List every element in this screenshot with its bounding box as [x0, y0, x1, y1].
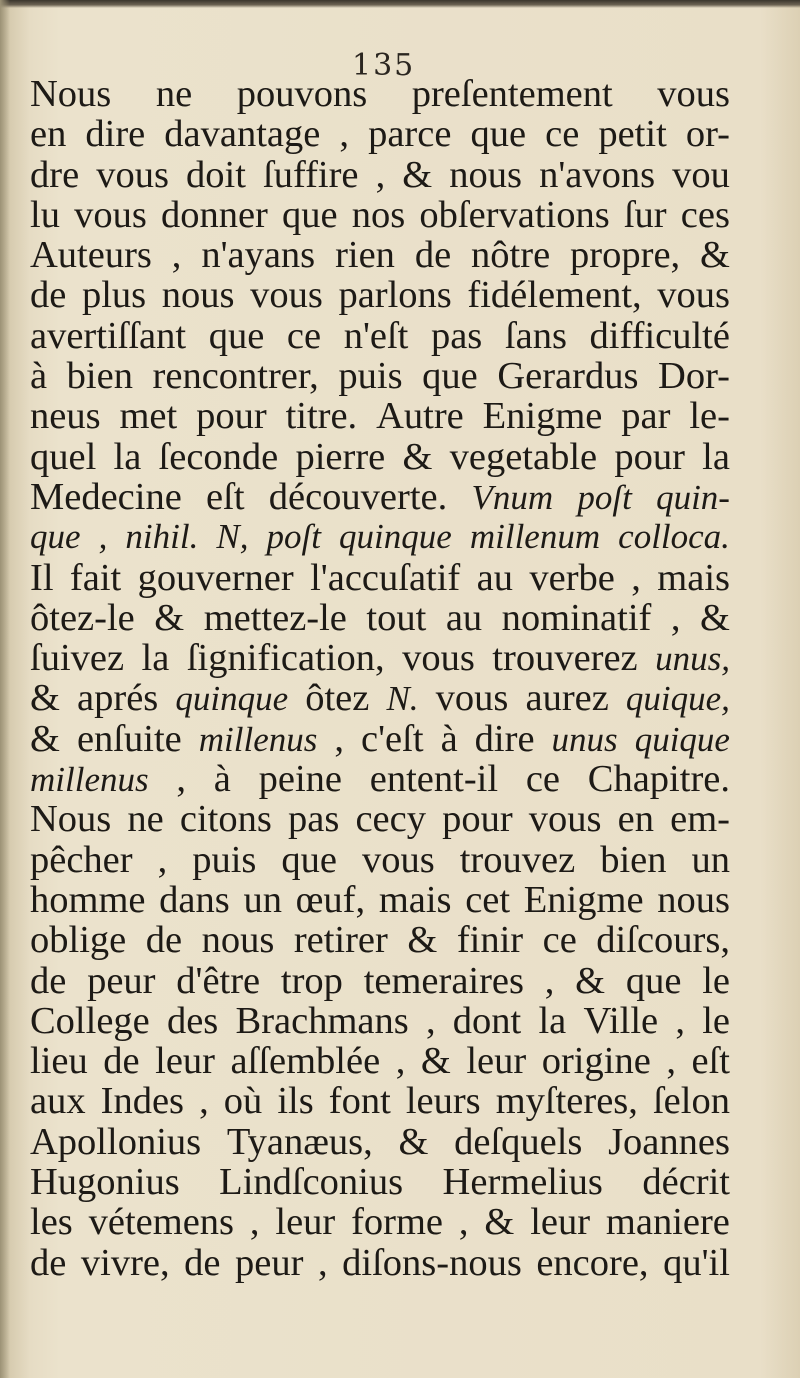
word: titre.: [285, 395, 358, 438]
word: &: [30, 717, 60, 760]
word: quin-: [656, 477, 730, 517]
word: œuf,: [295, 878, 366, 921]
word: ôtez: [305, 677, 370, 720]
word: trop: [280, 959, 343, 1002]
word: N.: [386, 679, 419, 719]
word: vous: [657, 73, 730, 115]
text-line: [30, 356, 730, 396]
word: mettez-le: [203, 596, 347, 639]
word: de: [184, 1241, 221, 1284]
word: maniere: [605, 1201, 730, 1244]
word: de: [103, 1040, 140, 1083]
text-line: [30, 155, 730, 195]
word: ſans: [504, 314, 567, 357]
word: plus: [81, 274, 147, 317]
word: aux: [30, 1080, 86, 1123]
word: que: [625, 959, 682, 1002]
word: encore,: [536, 1241, 649, 1284]
word: le: [702, 999, 730, 1042]
text-line: [30, 880, 730, 920]
word: quel: [30, 435, 97, 478]
text-line: [30, 477, 730, 517]
word: ſelon: [652, 1080, 730, 1123]
text-line: [30, 1041, 730, 1081]
word: ils: [277, 1080, 314, 1123]
word: ,: [631, 556, 641, 599]
word: &: [154, 596, 185, 639]
word: poſt: [266, 517, 321, 557]
word: ſur: [623, 193, 667, 236]
word: leur: [275, 1201, 336, 1244]
text-line: [30, 1122, 730, 1162]
word: &: [402, 153, 433, 196]
word: que: [422, 355, 478, 398]
word: que: [208, 314, 265, 357]
word: ,: [176, 758, 186, 801]
word: ,: [334, 717, 345, 760]
word: preſentement: [411, 73, 613, 115]
word: N,: [216, 517, 249, 557]
word: nôtre: [471, 234, 551, 277]
word: vivre,: [80, 1241, 170, 1284]
word: cet: [465, 878, 511, 921]
word: parce: [368, 113, 452, 156]
word: &: [575, 959, 606, 1002]
word: forme: [351, 1201, 444, 1244]
word: n'eſt: [343, 314, 409, 357]
word: deſquels: [454, 1120, 583, 1163]
word: homme: [30, 878, 146, 921]
word: vous: [250, 274, 323, 317]
word: le-: [689, 395, 730, 438]
word: peur: [87, 959, 156, 1002]
word: ne: [127, 798, 164, 841]
text-line: [30, 1202, 730, 1242]
text-line: [30, 1001, 730, 1041]
word: College: [30, 999, 150, 1042]
word: verbe: [529, 556, 615, 599]
word: de: [30, 959, 67, 1002]
word: millenum: [469, 517, 601, 557]
word: la: [141, 637, 170, 680]
word: puis: [338, 355, 403, 398]
word: ,: [317, 1241, 328, 1284]
word: Lindſconius: [219, 1161, 404, 1204]
word: pour: [614, 435, 685, 478]
word: puis: [192, 838, 257, 881]
word: met: [119, 395, 178, 438]
word: rien: [335, 234, 395, 277]
word: vous: [528, 798, 602, 841]
word: mais: [657, 556, 730, 599]
word: ſeconde: [158, 435, 279, 478]
word: ſuffire: [263, 153, 359, 196]
word: &: [402, 435, 433, 478]
word: millenus: [30, 760, 149, 800]
page-binding-edge: [0, 0, 10, 1378]
text-line: [30, 1081, 730, 1121]
word: décrit: [642, 1161, 730, 1204]
word: dre: [30, 153, 80, 196]
word: de: [30, 1241, 67, 1284]
word: peur: [235, 1241, 304, 1284]
word: de: [145, 919, 183, 962]
word: entent-il: [369, 758, 499, 801]
word: vou: [672, 153, 730, 196]
word: lieu: [30, 1040, 88, 1083]
word: quinque: [339, 517, 452, 557]
word: découverte.: [268, 475, 448, 518]
word: ce: [545, 113, 580, 156]
text-line: [30, 598, 730, 638]
word: d'être: [176, 959, 261, 1002]
word: de: [30, 274, 67, 317]
word: que: [470, 113, 527, 156]
word: la: [538, 999, 567, 1042]
word: &: [30, 677, 60, 720]
word: finir: [456, 919, 524, 962]
text-line: [30, 759, 730, 799]
word: ,: [157, 838, 168, 881]
word: dire: [474, 717, 535, 760]
word: n'avons: [539, 153, 656, 196]
word: trouverez: [492, 637, 638, 680]
word: origine: [541, 1040, 651, 1083]
word: diſcours,: [596, 919, 730, 962]
word: ce: [542, 919, 577, 962]
word: Indes: [100, 1080, 185, 1123]
text-line: [30, 920, 730, 960]
word: ,: [98, 517, 108, 557]
word: quinque: [175, 679, 289, 719]
word: ſignification,: [186, 637, 385, 680]
word: ce: [286, 314, 322, 357]
text-line: [30, 1162, 730, 1202]
word: à: [213, 758, 231, 801]
word: parlons: [338, 274, 452, 317]
word: unus,: [655, 639, 730, 679]
word: Joannes: [608, 1120, 730, 1163]
word: ne: [155, 73, 193, 115]
page-number: 135: [352, 48, 416, 83]
text-line: [30, 678, 730, 718]
word: aurez: [525, 677, 609, 720]
word: Autre: [376, 395, 464, 438]
word: propre,: [570, 234, 681, 277]
word: ,: [395, 1040, 406, 1083]
word: quique,: [625, 679, 730, 719]
word: &: [420, 1040, 451, 1083]
word: &: [700, 234, 730, 277]
word: bien: [600, 838, 667, 881]
word: Apollonius: [30, 1120, 202, 1163]
word: Vnum: [471, 477, 554, 517]
word: n'ayans: [201, 234, 316, 277]
word: pour: [442, 798, 513, 841]
word: retirer: [293, 919, 388, 962]
word: ,: [339, 113, 350, 156]
word: Nous: [30, 73, 112, 115]
word: ces: [680, 193, 730, 236]
text-line: [30, 74, 730, 114]
text-line: [30, 719, 730, 759]
word: nous: [449, 153, 522, 196]
text-line: [30, 195, 730, 235]
word: la: [702, 435, 730, 478]
word: pas: [430, 314, 483, 357]
word: rencontrer,: [152, 355, 319, 398]
word: leurs: [405, 1080, 481, 1123]
word: ,: [199, 1080, 209, 1123]
text-line: [30, 558, 730, 598]
word: &: [398, 1120, 429, 1163]
word: &: [699, 596, 730, 639]
word: ,: [425, 999, 436, 1042]
word: enſuite: [76, 717, 182, 760]
word: leur: [530, 1201, 591, 1244]
word: oblige: [30, 919, 127, 962]
word: ,: [666, 1040, 676, 1083]
word: Hermelius: [442, 1161, 603, 1204]
word: ôtez-le: [30, 596, 135, 639]
word: vous: [362, 838, 435, 881]
word: vegetable: [449, 435, 598, 478]
word: leur: [466, 1040, 527, 1083]
word: trouvez: [459, 838, 576, 881]
word: eſt: [691, 1040, 730, 1083]
text-line: [30, 961, 730, 1001]
word: à: [30, 355, 48, 398]
word: nous: [201, 919, 275, 962]
word: obſervations: [419, 193, 610, 236]
word: dont: [452, 999, 522, 1042]
word: ce: [525, 758, 561, 801]
word: pas: [287, 798, 340, 841]
word: Dor-: [658, 355, 730, 398]
word: de: [414, 234, 452, 277]
word: Hugonius: [30, 1161, 180, 1204]
word: au: [445, 596, 483, 639]
word: ,: [171, 234, 182, 277]
word: pouvons: [236, 73, 368, 115]
word: dans: [159, 878, 230, 921]
word: pour: [196, 395, 267, 438]
text-line: [30, 316, 730, 356]
word: vous: [435, 677, 509, 720]
word: vous: [657, 274, 730, 317]
word: pêcher: [30, 838, 133, 881]
text-line: [30, 638, 730, 678]
word: des: [166, 999, 219, 1042]
word: Brachmans: [235, 999, 409, 1042]
word: davantage: [164, 113, 321, 156]
word: Nous: [30, 798, 112, 841]
word: ,: [675, 999, 685, 1042]
word: ,: [670, 596, 681, 639]
word: millenus: [198, 719, 318, 759]
word: vous: [402, 637, 475, 680]
word: Enigme: [523, 878, 644, 921]
word: nominatif: [501, 596, 652, 639]
word: avertiſſant: [30, 314, 187, 357]
word: bien: [66, 355, 133, 398]
text-line: [30, 840, 730, 880]
word: nos: [351, 193, 406, 236]
word: fidélement,: [467, 274, 642, 317]
word: où: [223, 1080, 263, 1123]
word: eſt: [206, 475, 245, 518]
word: ,: [458, 1201, 469, 1244]
word: ,: [544, 959, 555, 1002]
word: nihil.: [125, 517, 199, 557]
word: au: [476, 556, 513, 599]
text-line: [30, 235, 730, 275]
word: tout: [366, 596, 427, 639]
word: quique: [634, 719, 730, 759]
word: par: [621, 395, 671, 438]
word: citons: [179, 798, 272, 841]
word: en: [30, 113, 67, 156]
word: poſt: [577, 477, 632, 517]
word: pierre: [295, 435, 386, 478]
word: vous: [96, 153, 169, 196]
word: ,: [249, 1201, 260, 1244]
word: donner: [160, 193, 268, 236]
word: aſſemblée: [230, 1040, 381, 1083]
word: or-: [685, 113, 730, 156]
word: que: [282, 193, 338, 236]
word: em-: [670, 798, 730, 841]
word: qu'il: [663, 1241, 730, 1284]
word: diſons-nous: [342, 1241, 522, 1284]
word: Gerardus: [497, 355, 639, 398]
word: l'accuſatif: [310, 556, 461, 599]
word: un: [691, 838, 730, 881]
body-text: [30, 74, 730, 1283]
word: fait: [69, 556, 122, 599]
word: vétemens: [88, 1201, 235, 1244]
word: nous: [161, 274, 235, 317]
word: en: [617, 798, 654, 841]
word: peine: [258, 758, 342, 801]
text-line: [30, 799, 730, 839]
word: cecy: [355, 798, 426, 841]
text-line: [30, 517, 730, 557]
word: lu: [30, 193, 60, 236]
word: Medecine: [30, 475, 182, 518]
word: c'eſt: [361, 717, 424, 760]
word: la: [113, 435, 142, 478]
word: que: [30, 517, 81, 557]
word: font: [328, 1080, 391, 1123]
word: nous: [657, 878, 730, 921]
word: myſteres,: [495, 1080, 638, 1123]
text-line: [30, 437, 730, 477]
word: &: [407, 919, 438, 962]
text-line: [30, 114, 730, 154]
word: les: [30, 1201, 73, 1244]
word: &: [484, 1201, 515, 1244]
word: leur: [155, 1040, 215, 1083]
word: Enigme: [482, 395, 603, 438]
word: un: [243, 878, 282, 921]
word: temeraires: [363, 959, 525, 1002]
word: ,: [375, 153, 386, 196]
word: dire: [85, 113, 146, 156]
word: neus: [30, 395, 101, 438]
word: le: [702, 959, 730, 1002]
word: vous: [74, 193, 147, 236]
word: Chapitre.: [587, 758, 730, 801]
word: à: [440, 717, 458, 760]
word: Tyanæus,: [226, 1120, 373, 1163]
word: mais: [378, 878, 452, 921]
word: unus: [551, 719, 618, 759]
word: Auteurs: [30, 234, 152, 277]
word: doit: [186, 153, 246, 196]
word: difficulté: [589, 314, 730, 357]
text-line: [30, 1243, 730, 1283]
word: Ville: [583, 999, 659, 1042]
word: ſuivez: [30, 637, 125, 680]
page-top-shadow: [0, 0, 800, 8]
word: que: [281, 838, 337, 881]
word: aprés: [77, 677, 159, 720]
word: colloca.: [618, 517, 730, 557]
text-line: [30, 275, 730, 315]
word: Il: [30, 556, 54, 599]
word: petit: [598, 113, 667, 156]
text-line: [30, 396, 730, 436]
word: gouverner: [137, 556, 294, 599]
